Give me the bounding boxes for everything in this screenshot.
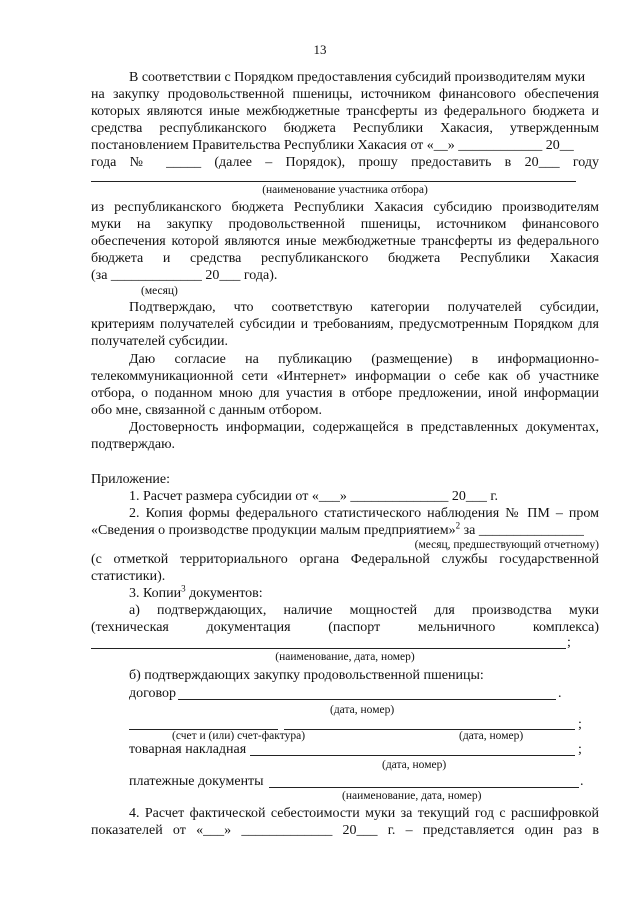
request-line: (за _____________ 20___ года). xyxy=(91,268,278,283)
payment-docs-label: платежные документы xyxy=(129,774,264,789)
consent-line: Даю согласие на публикацию (размещение) в информационно- xyxy=(129,352,599,367)
confirm-line: Подтверждаю, что соответствую категории получателей субсидии, xyxy=(129,300,599,315)
prev-month-caption: (месяц, предшествующий отчетному) xyxy=(414,539,599,551)
appendix-item-3-rest: документов: xyxy=(185,586,263,601)
intro-line: средства республиканского бюджета Республики Хакасия, утвержденным xyxy=(91,121,599,136)
date-number-caption: (дата, номер) xyxy=(459,730,524,742)
reliability-line: Достоверность информации, содержащейся в представленных документах, xyxy=(129,420,599,435)
invoice-caption: (счет и (или) счет-фактура) xyxy=(172,730,306,742)
request-line: обеспечения которой являются иные межбюджетные трансферты из федерального xyxy=(91,234,599,249)
footnote-mark: 3 xyxy=(181,583,186,594)
appendix-item-2: 2. Копия формы федерального статистического наблюдения № ПМ – пром xyxy=(129,506,599,521)
appendix-item-3a: (техническая документация (паспорт мельничного комплекса) xyxy=(91,620,599,635)
line-end-semicolon: ; xyxy=(578,742,582,757)
appendix-item-3b: б) подтверждающих закупку продовольственной пшеницы: xyxy=(129,668,484,683)
contract-label: договор xyxy=(129,686,177,701)
consent-line: обо мне, связанной с данным отбором. xyxy=(91,403,322,418)
waybill-label: товарная накладная xyxy=(129,742,247,757)
month-caption: (месяц) xyxy=(141,285,178,297)
line-end-semicolon: ; xyxy=(567,635,571,650)
name-date-number-caption: (наименование, дата, номер) xyxy=(275,651,415,663)
appendix-item-2-cont xyxy=(91,520,599,539)
appendix-item-3-label: 3. Копии xyxy=(129,586,182,601)
appendix-item-2-note: статистики). xyxy=(91,569,166,584)
request-line: муки на закупку продовольственной пшеницы, источником финансового xyxy=(91,217,599,232)
intro-line: В соответствии с Порядком предоставления субсидий производителям муки xyxy=(129,70,586,85)
date-number-caption: (дата, номер) xyxy=(330,704,395,716)
line-end-semicolon: ; xyxy=(578,717,582,732)
capacity-doc-line xyxy=(91,648,566,649)
consent-line: телекоммуникационной сети «Интернет» информации о себе как об участнике xyxy=(91,369,599,384)
consent-line: отбора, о поданном мною для участия в отборе предложении, иной информации xyxy=(91,386,599,401)
payment-docs-line xyxy=(269,787,579,788)
footnote-mark: 2 xyxy=(455,520,461,531)
appendix-title: Приложение: xyxy=(91,472,171,487)
participant-caption: (наименование участника отбора) xyxy=(262,184,428,196)
request-line: бюджета и средства республиканского бюджета Республики Хакасия xyxy=(91,251,599,266)
waybill-line xyxy=(250,755,575,756)
line-end-dot: . xyxy=(580,774,584,789)
appendix-item-3 xyxy=(91,583,599,602)
name-date-number-caption: (наименование, дата, номер) xyxy=(342,790,482,802)
appendix-item-2-field: за _______________ xyxy=(460,523,584,538)
intro-line: на закупку продовольственной пшеницы, источником финансового обеспечения xyxy=(91,87,599,102)
intro-line: постановлением Правительства Республики Хакасия от «__» ____________ 20__ xyxy=(91,138,574,153)
line-end-dot: . xyxy=(558,686,562,701)
request-line: из республиканского бюджета Республики Хакасия субсидию производителям xyxy=(91,200,599,215)
appendix-item-3a: а) подтверждающих, наличие мощностей для производства муки xyxy=(129,603,599,618)
appendix-item-1: 1. Расчет размера субсидии от «___» ______________ 20___ г. xyxy=(129,489,499,504)
participant-line xyxy=(91,181,576,182)
intro-line: года № _____ (далее – Порядок), прошу предоставить в 20___ году xyxy=(91,155,599,170)
appendix-item-2-title: «Сведения о производстве продукции малым предприятием» xyxy=(91,523,456,538)
confirm-line: получателей субсидии. xyxy=(91,334,228,349)
reliability-line: подтверждаю. xyxy=(91,437,176,452)
confirm-line: критериям получателей субсидии и требованиям, предусмотренным Порядком для xyxy=(91,317,599,332)
appendix-item-4: показателей от «___» _____________ 20___ г. – представляется один раз в xyxy=(91,823,599,838)
appendix-item-2-note: (с отметкой территориального органа Федеральной службы государственной xyxy=(91,552,599,567)
intro-line: которых являются иные межбюджетные трансферты из федерального бюджета и xyxy=(91,104,599,119)
contract-line xyxy=(178,699,556,700)
page-number: 13 xyxy=(313,42,327,57)
appendix-item-4: 4. Расчет фактической себестоимости муки за текущий год с расшифровкой xyxy=(129,806,599,821)
date-number-caption: (дата, номер) xyxy=(382,759,447,771)
